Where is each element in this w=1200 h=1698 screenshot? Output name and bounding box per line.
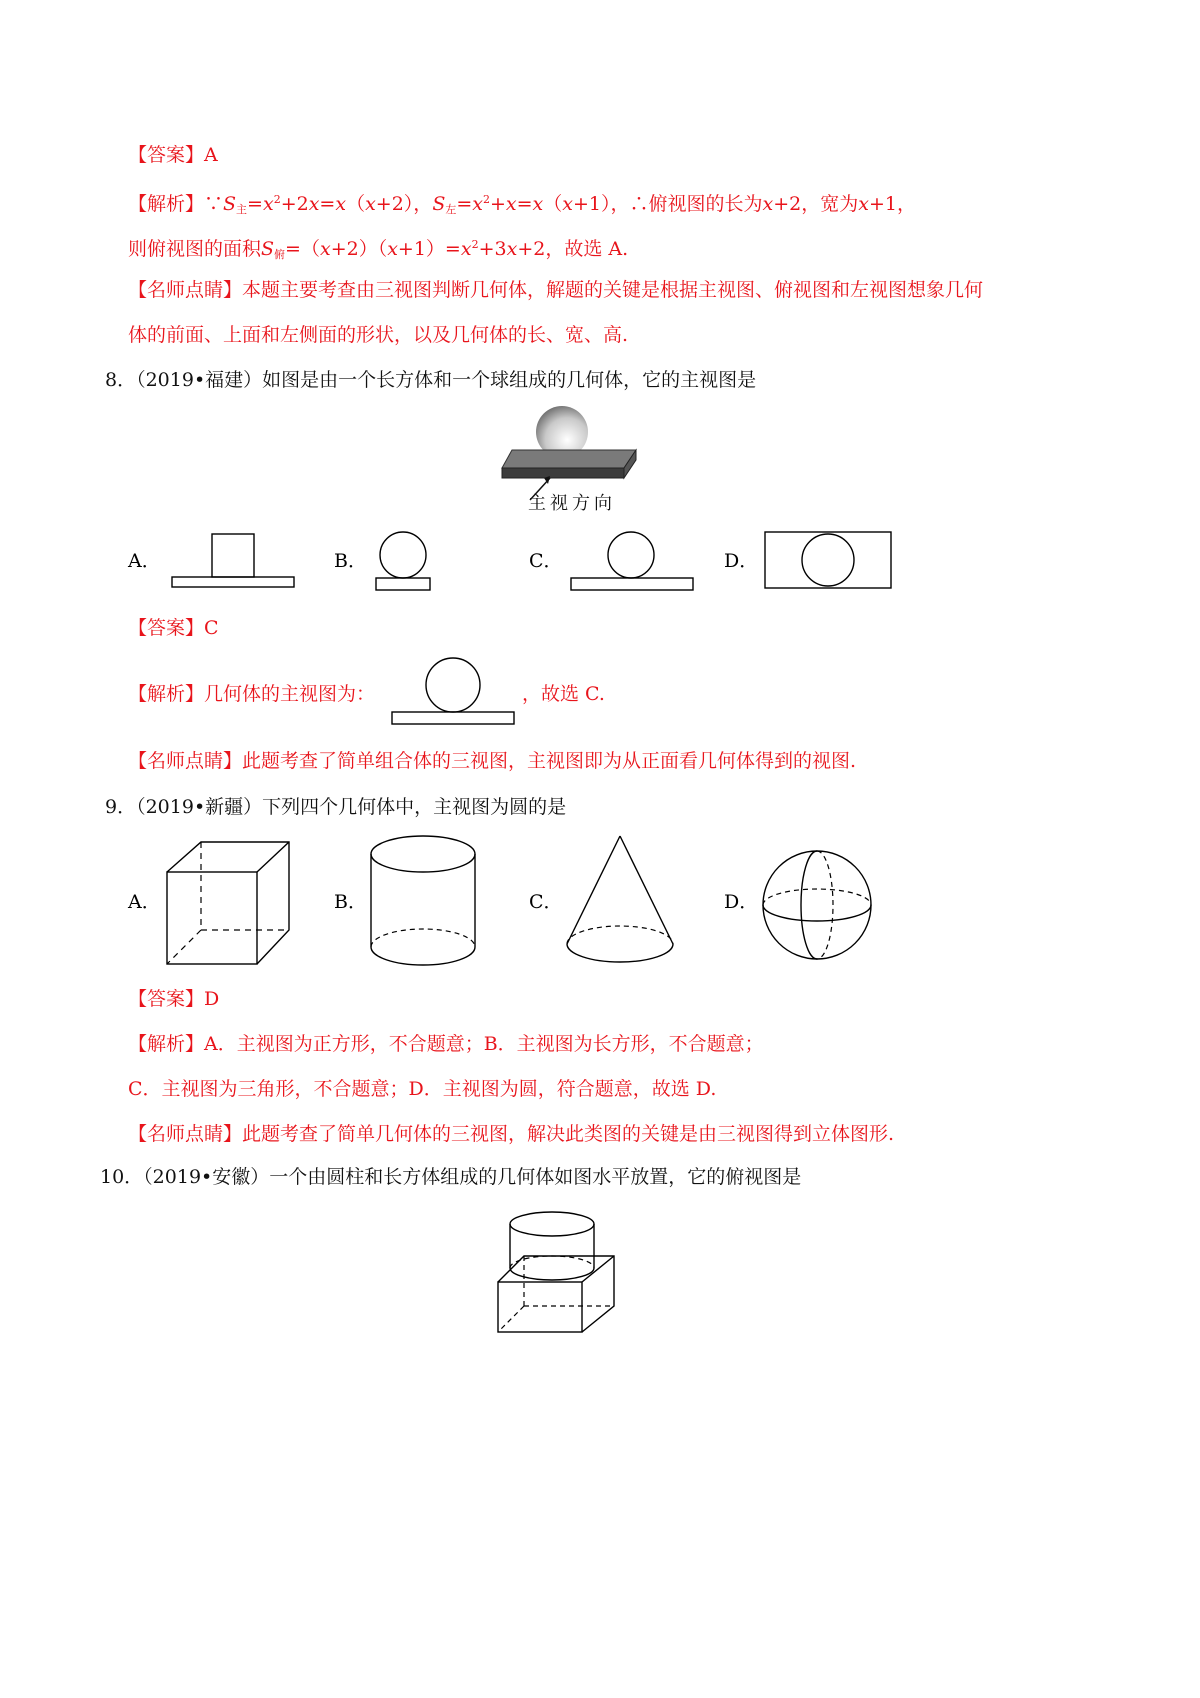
- sphere-equator-back: [763, 889, 871, 905]
- q8-answer: 【答案】C: [128, 617, 219, 639]
- circle-shape: [608, 532, 654, 578]
- math-op: =（: [285, 238, 320, 260]
- q8-option-d-figure: [763, 530, 895, 592]
- q8-analysis-prefix: 【解析】几何体的主视图为：: [128, 683, 376, 705]
- math-text: +1），∴俯视图的长为: [573, 193, 763, 215]
- math-text: +2，宽为: [773, 193, 859, 215]
- q8-analysis-figure: [388, 655, 518, 727]
- cone-base-back: [567, 926, 673, 944]
- q9-option-c-figure: [563, 832, 677, 974]
- math-op: +2），: [375, 193, 433, 215]
- cylinder-top: [510, 1212, 594, 1236]
- cylinder-bottom-front: [510, 1268, 594, 1280]
- cylinder-bottom-front: [371, 947, 475, 965]
- q9-option-a-figure: [165, 838, 291, 968]
- q9-option-d-label: D．: [724, 891, 759, 913]
- q7-analysis-prefix: 【解析】∵: [128, 193, 224, 215]
- q9-option-c-label: C．: [529, 891, 563, 913]
- q8-option-a-figure: [170, 532, 296, 592]
- math-sup: 2: [471, 238, 479, 251]
- cylinder-bottom-back: [371, 929, 475, 947]
- q9-analysis-line2: C．主视图为三角形，不合题意；D．主视图为圆，符合题意，故选 D.: [128, 1078, 717, 1100]
- slab-top: [502, 450, 636, 468]
- math-var: x: [505, 193, 517, 215]
- math-sup: 2: [273, 193, 281, 206]
- math-op: =: [456, 193, 473, 215]
- cone-side: [620, 836, 673, 944]
- sphere-meridian-front: [801, 851, 817, 959]
- math-op: =: [247, 193, 263, 215]
- slab-shape: [392, 712, 514, 724]
- math-sub: 主: [236, 203, 248, 216]
- slab-shape: [571, 578, 693, 590]
- math-sup: 2: [482, 193, 490, 206]
- math-sub: 左: [445, 203, 457, 216]
- q7-tip-line1: 【名师点睛】本题主要考查由三视图判断几何体，解题的关键是根据主视图、俯视图和左视图想象几何: [128, 279, 984, 301]
- math-op: +2）（: [330, 238, 388, 260]
- math-text: +2，故选 A.: [517, 238, 629, 260]
- cone-side: [567, 836, 620, 944]
- math-var: S: [223, 193, 237, 215]
- q9-tip: 【名师点睛】此题考查了简单几何体的三视图，解决此类图的关键是由三视图得到立体图形.: [128, 1123, 895, 1145]
- cube-front: [167, 872, 257, 964]
- q8-option-c-label: C．: [529, 550, 563, 572]
- math-text: 则俯视图的面积: [128, 238, 262, 260]
- math-var: x: [262, 193, 274, 215]
- math-op: +2: [280, 193, 309, 215]
- q8-question: 8．（2019•福建）如图是由一个长方体和一个球组成的几何体，它的主视图是: [105, 369, 757, 391]
- circle-shape: [426, 658, 480, 712]
- q9-answer: 【答案】D: [128, 988, 220, 1010]
- sphere-meridian-back: [817, 851, 833, 959]
- cube-hidden-edge: [167, 930, 201, 964]
- math-var: x: [335, 193, 347, 215]
- cone-base-front: [567, 944, 673, 962]
- box-back-edges: [498, 1256, 614, 1332]
- q7-tip-line2: 体的前面、上面和左侧面的形状，以及几何体的长、宽、高.: [128, 324, 629, 346]
- q8-option-d-label: D．: [724, 550, 759, 572]
- math-var: x: [858, 193, 869, 215]
- math-text: +1，: [868, 193, 916, 215]
- math-var: x: [506, 238, 518, 260]
- circle-shape: [802, 534, 854, 586]
- math-op: （: [346, 193, 366, 215]
- q7-answer: 【答案】A: [128, 144, 218, 166]
- slab-shape: [172, 577, 294, 587]
- rectangle-shape: [765, 532, 891, 588]
- cube-edge: [257, 842, 289, 872]
- math-var: x: [762, 193, 774, 215]
- math-sub: 俯: [274, 248, 286, 261]
- math-var: x: [319, 238, 331, 260]
- q9-option-b-label: B．: [334, 891, 367, 913]
- q8-option-b-label: B．: [334, 550, 367, 572]
- math-var: S: [261, 238, 275, 260]
- square-shape: [212, 534, 254, 577]
- q8-figure-caption: 主视方向: [528, 493, 616, 514]
- q8-option-c-figure: [568, 530, 696, 596]
- math-var: x: [308, 193, 320, 215]
- q8-analysis-suffix: ，故选 C.: [522, 683, 605, 705]
- box-front: [498, 1282, 582, 1332]
- math-var: x: [365, 193, 376, 215]
- cylinder-top: [371, 836, 475, 872]
- q8-option-a-label: A．: [128, 550, 161, 572]
- math-op: =: [319, 193, 336, 215]
- q9-question: 9．（2019•新疆）下列四个几何体中，主视图为圆的是: [105, 796, 567, 818]
- math-op: +3: [478, 238, 507, 260]
- q7-analysis-line2: [128, 231, 628, 269]
- slab-front: [502, 468, 624, 478]
- circle-shape: [380, 532, 426, 578]
- q9-option-a-label: A．: [128, 891, 161, 913]
- math-op: +1）=: [397, 238, 461, 260]
- q10-question: 10．（2019•安徽）一个由圆柱和长方体组成的几何体如图水平放置，它的俯视图是: [100, 1166, 802, 1188]
- math-var: x: [460, 238, 472, 260]
- math-var: x: [387, 238, 398, 260]
- slab-shape: [376, 578, 430, 590]
- math-op: +: [489, 193, 506, 215]
- box-hidden-edge: [498, 1306, 524, 1332]
- box-edge: [582, 1256, 614, 1282]
- sphere-outline: [763, 851, 871, 959]
- q9-option-d-figure: [760, 848, 874, 962]
- q9-option-b-figure: [367, 832, 479, 972]
- q8-tip: 【名师点睛】此题考查了简单组合体的三视图，主视图即为从正面看几何体得到的视图.: [128, 750, 857, 772]
- q9-analysis-line1: 【解析】A．主视图为正方形，不合题意；B．主视图为长方形，不合题意；: [128, 1033, 764, 1055]
- math-var: S: [432, 193, 446, 215]
- math-op: （: [543, 193, 563, 215]
- math-var: x: [562, 193, 573, 215]
- math-var: x: [472, 193, 483, 215]
- q10-figure: [494, 1208, 622, 1336]
- math-op: =: [516, 193, 533, 215]
- q8-option-b-figure: [372, 530, 434, 596]
- sphere-equator-front: [763, 905, 871, 921]
- q7-analysis-line1: [128, 186, 916, 224]
- math-var: x: [532, 193, 544, 215]
